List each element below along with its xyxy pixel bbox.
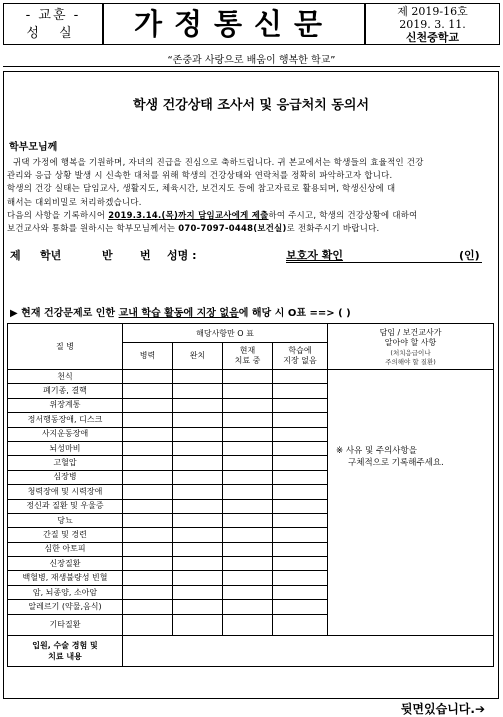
past-cell[interactable] — [123, 600, 173, 614]
guardian-seal[interactable]: (인) — [459, 249, 480, 262]
cured-cell[interactable] — [173, 513, 223, 527]
issue-number: 제 2019-16호 — [397, 5, 468, 18]
note-header-line: 주의해야 할 질환) — [385, 357, 436, 366]
back-page-notice: 뒷면있습니다.➔ — [400, 702, 485, 716]
note-column-header — [328, 324, 494, 370]
cured-cell[interactable] — [173, 600, 223, 614]
issue-date: 2019. 3. 11. — [399, 18, 466, 31]
school-slogan: “존중과 사랑으로 배움이 행복한 학교” — [167, 55, 336, 66]
notes-cell[interactable] — [328, 370, 494, 636]
no-impact-cell[interactable] — [273, 413, 328, 427]
treating-cell[interactable] — [223, 499, 273, 513]
disease-name: 신장질환 — [8, 557, 123, 571]
disease-name: 백혈병, 재생불량성 빈혈 — [8, 571, 123, 585]
past-cell[interactable] — [123, 614, 173, 635]
intro-line: 관리와 응급 상황 발생 시 신속한 대처를 위해 학생의 건강상태와 연락처를 정확히 파악하고자 합니다. — [7, 170, 393, 181]
past-cell[interactable] — [123, 456, 173, 470]
treating-cell[interactable] — [223, 384, 273, 398]
no-impact-cell[interactable] — [273, 614, 328, 635]
cured-cell[interactable] — [173, 470, 223, 484]
school-motto-box — [3, 3, 103, 45]
past-cell[interactable] — [123, 427, 173, 441]
past-cell[interactable] — [123, 413, 173, 427]
cured-cell[interactable] — [173, 456, 223, 470]
table-row — [8, 635, 494, 666]
motto-text: 성 실 — [26, 26, 80, 41]
intro-paragraph — [7, 156, 493, 209]
grade-prefix: 제 — [10, 249, 21, 262]
table-header-row — [8, 324, 494, 343]
no-impact-cell[interactable] — [273, 427, 328, 441]
disease-name: 기타질환 — [8, 614, 123, 635]
cured-cell[interactable] — [173, 427, 223, 441]
intro-line: 귀댁 가정에 행복을 기원하며, 자녀의 진급을 진심으로 축하드립니다. 귀 본교에서는 학생들의 효율적인 건강 — [13, 157, 424, 167]
treating-cell[interactable] — [223, 370, 273, 384]
note-header-line: (처치응급이나 — [390, 348, 431, 357]
disease-name: 천식 — [8, 370, 123, 384]
submission-line-2 — [7, 222, 493, 235]
newsletter-title: 가정통신문 — [103, 3, 365, 45]
no-impact-cell[interactable] — [273, 398, 328, 412]
question-text: 에 해당 시 O표 ==> ( ) — [238, 308, 351, 319]
disease-name: 암, 뇌종양, 소아암 — [8, 585, 123, 599]
cured-cell[interactable] — [173, 528, 223, 542]
past-cell[interactable] — [123, 470, 173, 484]
no-impact-cell[interactable] — [273, 499, 328, 513]
health-status-table — [7, 323, 494, 667]
past-cell[interactable] — [123, 585, 173, 599]
notes-instruction: 구체적으로 기록해주세요. — [348, 458, 444, 468]
cured-cell[interactable] — [173, 413, 223, 427]
guardian-underline — [286, 262, 482, 263]
cured-cell[interactable] — [173, 557, 223, 571]
treating-cell[interactable] — [223, 557, 273, 571]
no-impact-cell[interactable] — [273, 485, 328, 499]
document-title: 학생 건강상태 조사서 및 응급처치 동의서 — [132, 98, 370, 113]
disease-column-header: 질 병 — [8, 324, 123, 370]
intro-line: 해서는 대외비밀로 처리하겠습니다. — [7, 196, 142, 207]
no-impact-cell[interactable] — [273, 370, 328, 384]
note-header-line: 담임 / 보건교사가 — [379, 327, 442, 337]
note-header-line: 알아야 할 사항 — [384, 337, 437, 347]
cured-cell[interactable] — [173, 585, 223, 599]
cured-cell[interactable] — [173, 571, 223, 585]
disease-name: 청력장애 및 시력장애 — [8, 485, 123, 499]
submission-paragraph — [7, 209, 493, 235]
disease-name: 당뇨 — [8, 513, 123, 527]
disease-name: 폐기종, 결핵 — [8, 384, 123, 398]
past-cell[interactable] — [123, 441, 173, 455]
phone-number: 070-7097-0448(보건실) — [178, 223, 287, 234]
question-text: ▶ 현재 건강문제로 인한 — [10, 308, 119, 319]
cured-cell[interactable] — [173, 384, 223, 398]
cured-cell[interactable] — [173, 441, 223, 455]
treating-cell[interactable] — [223, 600, 273, 614]
past-cell[interactable] — [123, 370, 173, 384]
past-cell[interactable] — [123, 499, 173, 513]
past-cell[interactable] — [123, 528, 173, 542]
no-impact-cell[interactable] — [273, 542, 328, 556]
cured-cell[interactable] — [173, 499, 223, 513]
treating-cell[interactable] — [223, 456, 273, 470]
disease-name: 심장병 — [8, 470, 123, 484]
submission-text: 다음의 사항을 기록하시어 — [7, 210, 106, 220]
disease-name: 정신과 질환 및 우울증 — [8, 499, 123, 513]
no-impact-cell[interactable] — [273, 600, 328, 614]
intro-line: 학생의 건강 실태는 담임교사, 생활지도, 체육시간, 보건지도 등에 참고자료로 활용되며, 학생신상에 대 — [7, 183, 396, 194]
newsletter-header — [3, 3, 500, 47]
guardian-confirm-field[interactable]: 보호자 확인 — [286, 249, 343, 262]
no-impact-cell[interactable] — [273, 557, 328, 571]
no-impact-cell[interactable] — [273, 384, 328, 398]
cured-cell[interactable] — [173, 398, 223, 412]
treating-cell[interactable] — [223, 398, 273, 412]
treating-cell[interactable] — [223, 571, 273, 585]
disease-name: 고혈압 — [8, 456, 123, 470]
surgery-history-cell[interactable] — [123, 635, 494, 666]
treating-cell[interactable] — [223, 614, 273, 635]
disease-name: 심한 아토피 — [8, 542, 123, 556]
disease-name: 알레르기 (약물,음식) — [8, 600, 123, 614]
number-field[interactable]: 번 — [140, 249, 151, 262]
past-cell[interactable] — [123, 557, 173, 571]
no-impact-cell[interactable] — [273, 456, 328, 470]
no-impact-cell[interactable] — [273, 571, 328, 585]
surgery-history-label: 입원, 수술 경험 및 치료 내용 — [8, 635, 123, 666]
grade-field[interactable]: 학년 — [40, 249, 62, 262]
header-divider — [3, 66, 500, 67]
submission-text: 하여 주시고, 학생의 건강상황에 대하여 — [268, 210, 418, 220]
disease-name: 위장계통 — [8, 398, 123, 412]
class-field[interactable]: 반 — [102, 249, 113, 262]
cured-cell[interactable] — [173, 614, 223, 635]
notes-instruction: ※ 사유 및 주의사항을 — [336, 446, 417, 456]
treating-cell[interactable] — [223, 542, 273, 556]
past-cell[interactable] — [123, 571, 173, 585]
cured-cell[interactable] — [173, 370, 223, 384]
learning-activity-question[interactable] — [10, 304, 351, 319]
treating-cell[interactable] — [223, 441, 273, 455]
check-column-header: 해당사항만 O 표 — [123, 324, 328, 343]
issue-info-box — [365, 3, 500, 45]
past-cell[interactable] — [123, 485, 173, 499]
table-row — [8, 370, 494, 384]
deadline-text: 2019.3.14.(목)까지 담임교사에게 제출 — [108, 210, 269, 220]
past-cell[interactable] — [123, 384, 173, 398]
disease-name: 정서행동장애, 디스크 — [8, 413, 123, 427]
treating-header: 현재 치료 중 — [223, 343, 273, 370]
question-emphasis: 교내 학습 활동에 지장 없음 — [118, 308, 239, 319]
treating-cell[interactable] — [223, 513, 273, 527]
no-impact-cell[interactable] — [273, 470, 328, 484]
cured-cell[interactable] — [173, 542, 223, 556]
cured-cell[interactable] — [173, 485, 223, 499]
no-impact-header: 학습에 지장 없음 — [273, 343, 328, 370]
treating-cell[interactable] — [223, 470, 273, 484]
treating-cell[interactable] — [223, 585, 273, 599]
treating-cell[interactable] — [223, 427, 273, 441]
past-cell[interactable] — [123, 398, 173, 412]
no-impact-cell[interactable] — [273, 528, 328, 542]
treating-cell[interactable] — [223, 485, 273, 499]
no-impact-cell[interactable] — [273, 441, 328, 455]
submission-text: 로 전화주시기 바랍니다. — [286, 223, 380, 234]
no-impact-cell[interactable] — [273, 585, 328, 599]
treating-cell[interactable] — [223, 528, 273, 542]
greeting: 학부모님께 — [9, 142, 58, 153]
motto-label: - 교훈 - — [25, 8, 81, 23]
form-body — [3, 71, 499, 699]
no-impact-cell[interactable] — [273, 513, 328, 527]
past-cell[interactable] — [123, 542, 173, 556]
disease-name: 사지운동장애 — [8, 427, 123, 441]
school-name: 신천중학교 — [405, 31, 460, 44]
past-history-header: 병력 — [123, 343, 173, 370]
name-field[interactable]: 성명 : — [167, 249, 197, 262]
disease-name: 뇌성마비 — [8, 441, 123, 455]
disease-name: 간질 및 경련 — [8, 528, 123, 542]
cured-header: 완치 — [173, 343, 223, 370]
treating-cell[interactable] — [223, 413, 273, 427]
submission-line-1 — [7, 209, 493, 222]
submission-text: 보건교사와 통화를 원하시는 학부모님께서는 — [7, 223, 176, 234]
past-cell[interactable] — [123, 513, 173, 527]
